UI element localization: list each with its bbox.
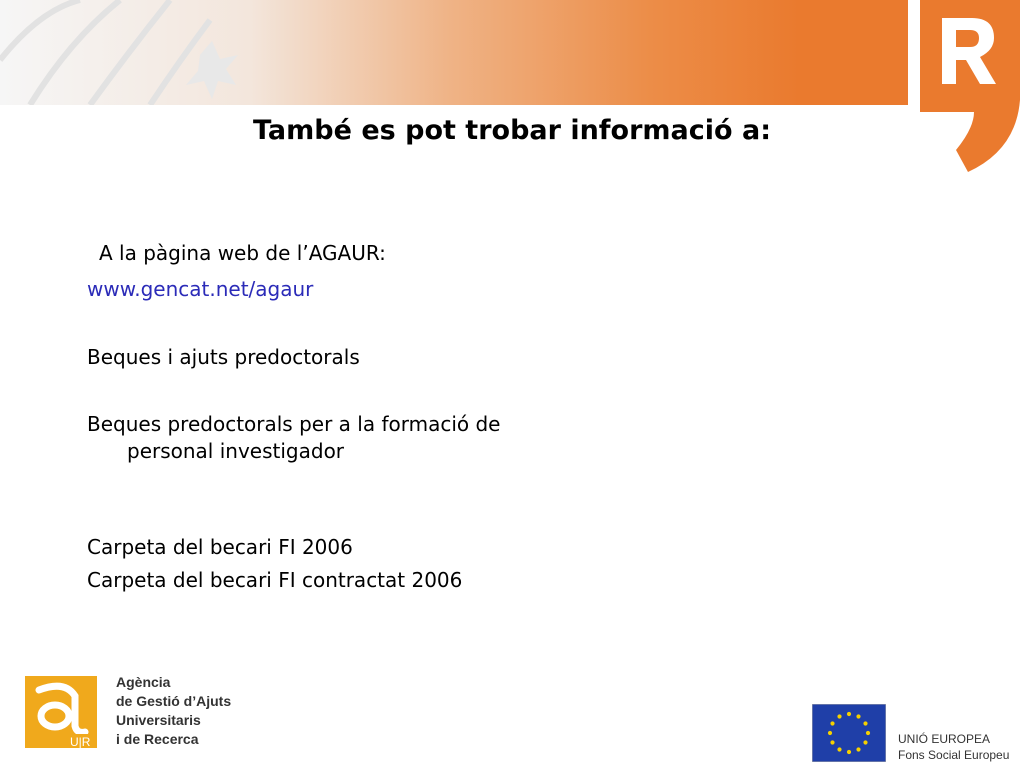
agaur-name-line: de Gestió d’Ajuts xyxy=(116,693,232,709)
eu-star-icon xyxy=(828,731,832,735)
crest-decoration-icon xyxy=(0,0,260,105)
eu-star-icon xyxy=(856,714,860,718)
eu-label xyxy=(898,731,1009,763)
eu-label-line: Fons Social Europeu xyxy=(898,748,1010,762)
agaur-a-logo xyxy=(25,676,97,748)
list-item: Carpeta del becari FI 2006 xyxy=(87,535,353,559)
agaur-name-line: Agència xyxy=(116,674,171,690)
eu-star-icon xyxy=(856,747,860,751)
agaur-name xyxy=(116,673,231,749)
list-item: Beques predoctorals per a la formació de personal investigador xyxy=(87,412,501,463)
eu-star-icon xyxy=(837,747,841,751)
list-item: Carpeta del becari FI contractat 2006 xyxy=(87,568,463,592)
eu-label-line: UNIÓ EUROPEA xyxy=(898,732,991,746)
agaur-mark-text: U|R xyxy=(70,735,91,748)
eu-star-icon xyxy=(866,731,870,735)
eu-star-icon xyxy=(847,750,851,754)
agaur-website-link[interactable]: www.gencat.net/agaur xyxy=(87,277,314,301)
list-item: Beques i ajuts predoctorals xyxy=(87,345,360,369)
eu-star-icon xyxy=(830,721,834,725)
eu-star-icon xyxy=(837,714,841,718)
r-letter-logo xyxy=(916,0,1024,175)
header-banner xyxy=(0,0,908,105)
agaur-name-line: Universitaris xyxy=(116,712,201,728)
agaur-name-line: i de Recerca xyxy=(116,731,199,747)
slide-title: També es pot trobar informació a: xyxy=(253,115,771,146)
eu-star-icon xyxy=(863,740,867,744)
eu-star-icon xyxy=(863,721,867,725)
eu-star-icon xyxy=(847,712,851,716)
intro-text: A la pàgina web de l’AGAUR: xyxy=(99,241,386,265)
eu-flag-icon xyxy=(812,704,886,762)
eu-star-icon xyxy=(830,740,834,744)
